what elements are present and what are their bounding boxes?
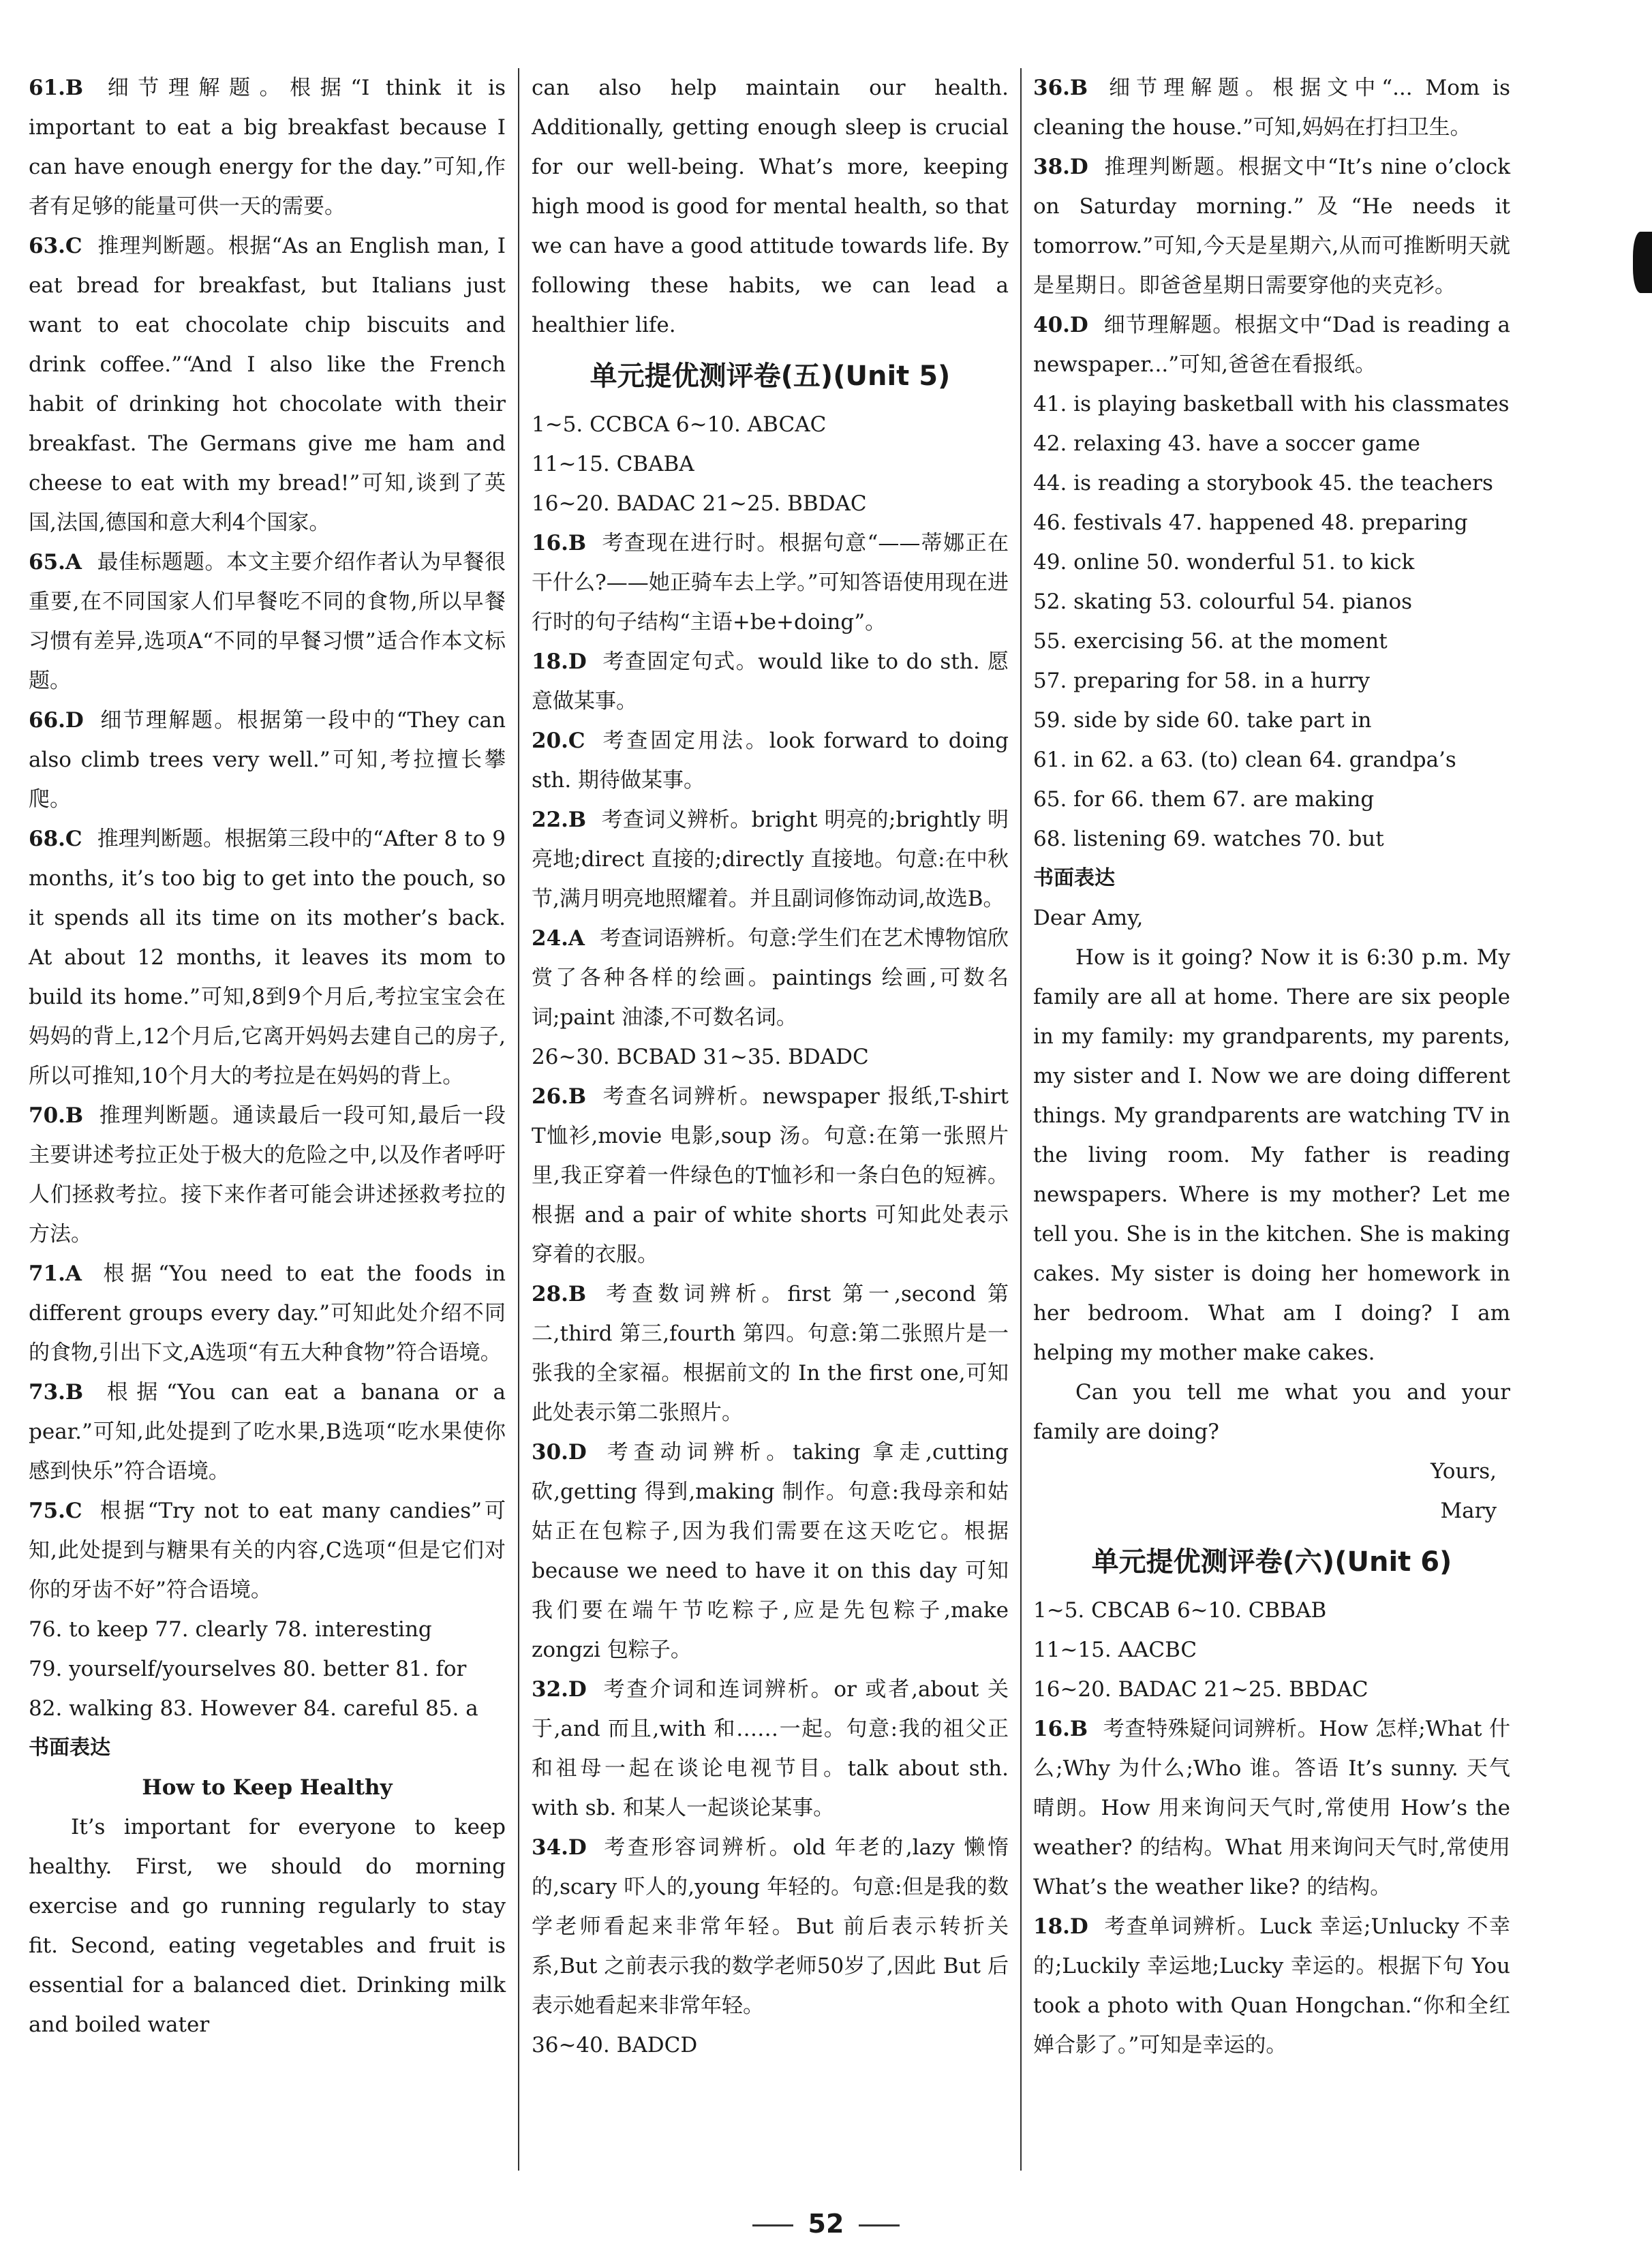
section-heading: 单元提优测评卷(六)(Unit 6) bbox=[1091, 1546, 1452, 1578]
answer-entry: 26.B 考查名词辨析。newspaper 报纸,T-shirt T恤衫,movie 电影,soup 汤。句意:在第一张照片里,我正穿着一件绿色的T恤衫和一条白色的短裤。根据 and a pair of white shorts 可知此处表示穿着的衣服。 bbox=[532, 1084, 1009, 1267]
writing-label: 书面表达 bbox=[29, 1736, 110, 1760]
answer-key-line: 26~30. BCBAD 31~35. BDADC bbox=[532, 1045, 869, 1069]
essay-text: It’s important for everyone to keep healthy. First, we should do morning exercise and go running regularly to stay fit. Second, eating vegetables and fruit is essential for a balanced diet. Drinking milk and boiled water bbox=[29, 1815, 506, 2037]
answer-entry: 16.B 考查现在进行时。根据句意“——蒂娜正在干什么?——她正骑车去上学。”可知答语使用现在进行时的句子结构“主语+be+doing”。 bbox=[532, 531, 1009, 634]
answer-entry: 61.B 细节理解题。根据“I think it is important to eat a big breakfast because I can have enough energy for the day.”可知,作者有足够的能量可供一天的需要。 bbox=[29, 76, 506, 219]
column-divider bbox=[1020, 68, 1022, 2171]
answer-key-line: 11~15. CBABA bbox=[532, 452, 694, 476]
essay-continuation: can also help maintain our health. Additionally, getting enough sleep is crucial for our well-being. What’s more, keeping high mood is good for mental health, so that we can have a good attitude towards life. By following these habits, we can lead a healthier life. bbox=[532, 76, 1009, 337]
column-right bbox=[1033, 68, 1510, 2184]
answer-entry: 18.D 考查单词辨析。Luck 幸运;Unlucky 不幸的;Luckily 幸运地;Lucky 幸运的。根据下句 You took a photo with Quan Hongchan.“你和全红婵合影了。”可知是幸运的。 bbox=[1033, 1914, 1510, 2057]
answer-entry: 34.D 考查形容词辨析。old 年老的,lazy 懒惰的,scary 吓人的,young 年轻的。句意:但是我的数学老师看起来非常年轻。But 前后表示转折关系,But 之前表示我的数学老师50岁了,因此 But 后表示她看起来非常年轻。 bbox=[532, 1835, 1009, 2018]
fill-answers: 76. to keep 77. clearly 78. interesting bbox=[29, 1617, 432, 1642]
fill-answers: 44. is reading a storybook 45. the teachers bbox=[1033, 471, 1493, 495]
answer-key-line: 36~40. BADCD bbox=[532, 2033, 698, 2057]
fill-answers: 57. preparing for 58. in a hurry bbox=[1033, 669, 1371, 693]
answer-key-line: 11~15. AACBC bbox=[1033, 1638, 1197, 1662]
page-number: 52 bbox=[0, 2209, 1652, 2239]
letter-signature: Mary bbox=[1440, 1499, 1497, 1523]
answer-entry: 71.A 根据“You need to eat the foods in different groups every day.”可知此处介绍不同的食物,引出下文,A选项“有五大种食物”符合语境。 bbox=[29, 1261, 506, 1365]
answer-entry: 65.A 最佳标题题。本文主要介绍作者认为早餐很重要,在不同国家人们早餐吃不同的食物,所以早餐习惯有差异,选项A“不同的早餐习惯”适合作本文标题。 bbox=[29, 550, 506, 693]
fill-answers: 61. in 62. a 63. (to) clean 64. grandpa’s bbox=[1033, 748, 1456, 772]
column-divider bbox=[518, 68, 519, 2171]
fill-answers: 49. online 50. wonderful 51. to kick bbox=[1033, 550, 1415, 575]
answer-entry: 73.B 根据“You can eat a banana or a pear.”可知,此处提到了吃水果,B选项“吃水果使你感到快乐”符合语境。 bbox=[29, 1380, 506, 1484]
answer-key-line: 16~20. BADAC 21~25. BBDAC bbox=[1033, 1677, 1368, 1702]
answer-entry: 38.D 推理判断题。根据文中“It’s nine o’clock on Saturday morning.”及“He needs it tomorrow.”可知,今天是星期六,从而可推断明天就是星期日。即爸爸星期日需要穿他的夹克衫。 bbox=[1033, 155, 1510, 298]
fill-answers: 52. skating 53. colourful 54. pianos bbox=[1033, 590, 1413, 614]
fill-answers: 42. relaxing 43. have a soccer game bbox=[1033, 431, 1420, 456]
writing-label: 书面表达 bbox=[1033, 866, 1115, 890]
letter-body: Can you tell me what you and your family are doing? bbox=[1033, 1380, 1510, 1444]
fill-answers: 41. is playing basketball with his classmates bbox=[1033, 392, 1510, 416]
answer-entry: 63.C 推理判断题。根据“As an English man, I eat bread for breakfast, but Italians just want to eat chocolate chip biscuits and drink coffee.”“And I also like the French habit of drinking hot chocolate with their breakfast. The Germans give me ham and cheese to eat with my bread!”可知,谈到了英国,法国,德国和意大利4个国家。 bbox=[29, 234, 506, 535]
page-number-dash bbox=[859, 2224, 900, 2226]
edge-mark bbox=[1633, 232, 1652, 293]
answer-entry: 36.B 细节理解题。根据文中“... Mom is cleaning the house.”可知,妈妈在打扫卫生。 bbox=[1033, 76, 1510, 140]
essay-title: How to Keep Healthy bbox=[142, 1775, 393, 1800]
section-heading: 单元提优测评卷(五)(Unit 5) bbox=[590, 361, 951, 392]
answer-entry: 30.D 考查动词辨析。taking 拿走,cutting 砍,getting 得到,making 制作。句意:我母亲和姑姑正在包粽子,因为我们需要在这天吃它。根据 because we need to have it on this day 可知我们要在端午节吃粽子,应是先包粽子,make zongzi 包粽子。 bbox=[532, 1440, 1009, 1662]
answer-entry: 20.C 考查固定用法。look forward to doing sth. 期待做某事。 bbox=[532, 729, 1009, 793]
answer-entry: 24.A 考查词语辨析。句意:学生们在艺术博物馆欣赏了各种各样的绘画。paintings 绘画,可数名词;paint 油漆,不可数名词。 bbox=[532, 926, 1009, 1030]
letter-greeting: Dear Amy, bbox=[1033, 906, 1144, 930]
fill-answers: 65. for 66. them 67. are making bbox=[1033, 787, 1375, 812]
answer-entry: 22.B 考查词义辨析。bright 明亮的;brightly 明亮地;direct 直接的;directly 直接地。句意:在中秋节,满月明亮地照耀着。并且副词修饰动词,故选B。 bbox=[532, 808, 1009, 911]
letter-closing: Yours, bbox=[1431, 1459, 1497, 1484]
letter-body: How is it going? Now it is 6:30 p.m. My family are all at home. There are six people in my family: my grandparents, my parents, my sister and I. Now we are doing different things. My grandparents are watching TV in the living room. My father is reading newspapers. Where is my mother? Let me tell you. She is in the kitchen. She is making cakes. My sister is doing her homework in her bedroom. What am I doing? I am helping my mother make cakes. bbox=[1033, 945, 1510, 1365]
answer-entry: 28.B 考查数词辨析。first 第一,second 第二,third 第三,fourth 第四。句意:第二张照片是一张我的全家福。根据前文的 In the first one,可知此处表示第二张照片。 bbox=[532, 1282, 1009, 1425]
fill-answers: 79. yourself/yourselves 80. better 81. for bbox=[29, 1657, 467, 1681]
answer-entry: 16.B 考查特殊疑问词辨析。How 怎样;What 什么;Why 为什么;Who 谁。答语 It’s sunny. 天气晴朗。How 用来询问天气时,常使用 How’s the weather? 的结构。What 用来询问天气时,常使用 What’s the weather like? 的结构。 bbox=[1033, 1717, 1510, 1899]
answer-entry: 75.C 根据“Try not to eat many candies”可知,此处提到与糖果有关的内容,C选项“但是它们对你的牙齿不好”符合语境。 bbox=[29, 1499, 506, 1602]
answer-key-line: 16~20. BADAC 21~25. BBDAC bbox=[532, 491, 867, 516]
answer-entry: 66.D 细节理解题。根据第一段中的“They can also climb trees very well.”可知,考拉擅长攀爬。 bbox=[29, 708, 506, 812]
fill-answers: 55. exercising 56. at the moment bbox=[1033, 629, 1388, 654]
fill-answers: 46. festivals 47. happened 48. preparing bbox=[1033, 510, 1468, 535]
page-number-dash bbox=[752, 2224, 793, 2226]
answer-entry: 68.C 推理判断题。根据第三段中的“After 8 to 9 months, it’s too big to get into the pouch, so it spends all its time on its mother’s back. At about 12 months, it leaves its mom to build its home.”可知,8到9个月后,考拉宝宝会在妈妈的背上,12个月后,它离开妈妈去建自己的房子,所以可推知,10个月大的考拉是在妈妈的背上。 bbox=[29, 827, 506, 1088]
fill-answers: 59. side by side 60. take part in bbox=[1033, 708, 1372, 733]
answer-entry: 32.D 考查介词和连词辨析。or 或者,about 关于,and 而且,with 和……一起。句意:我的祖父正和祖母一起在谈论电视节目。talk about sth. with sb. 和某人一起谈论某事。 bbox=[532, 1677, 1009, 1820]
answer-entry: 70.B 推理判断题。通读最后一段可知,最后一段主要讲述考拉正处于极大的危险之中,以及作者呼吁人们拯救考拉。接下来作者可能会讲述拯救考拉的方法。 bbox=[29, 1103, 506, 1246]
fill-answers: 68. listening 69. watches 70. but bbox=[1033, 827, 1384, 851]
column-middle bbox=[532, 68, 1009, 2184]
fill-answers: 82. walking 83. However 84. careful 85. a bbox=[29, 1696, 478, 1721]
answer-entry: 18.D 考查固定句式。would like to do sth. 愿意做某事。 bbox=[532, 649, 1009, 714]
answer-entry: 40.D 细节理解题。根据文中“Dad is reading a newspaper...”可知,爸爸在看报纸。 bbox=[1033, 313, 1510, 377]
answer-key-line: 1~5. CBCAB 6~10. CBBAB bbox=[1033, 1598, 1327, 1623]
answer-key-line: 1~5. CCBCA 6~10. ABCAC bbox=[532, 412, 827, 437]
column-left bbox=[29, 68, 506, 2184]
